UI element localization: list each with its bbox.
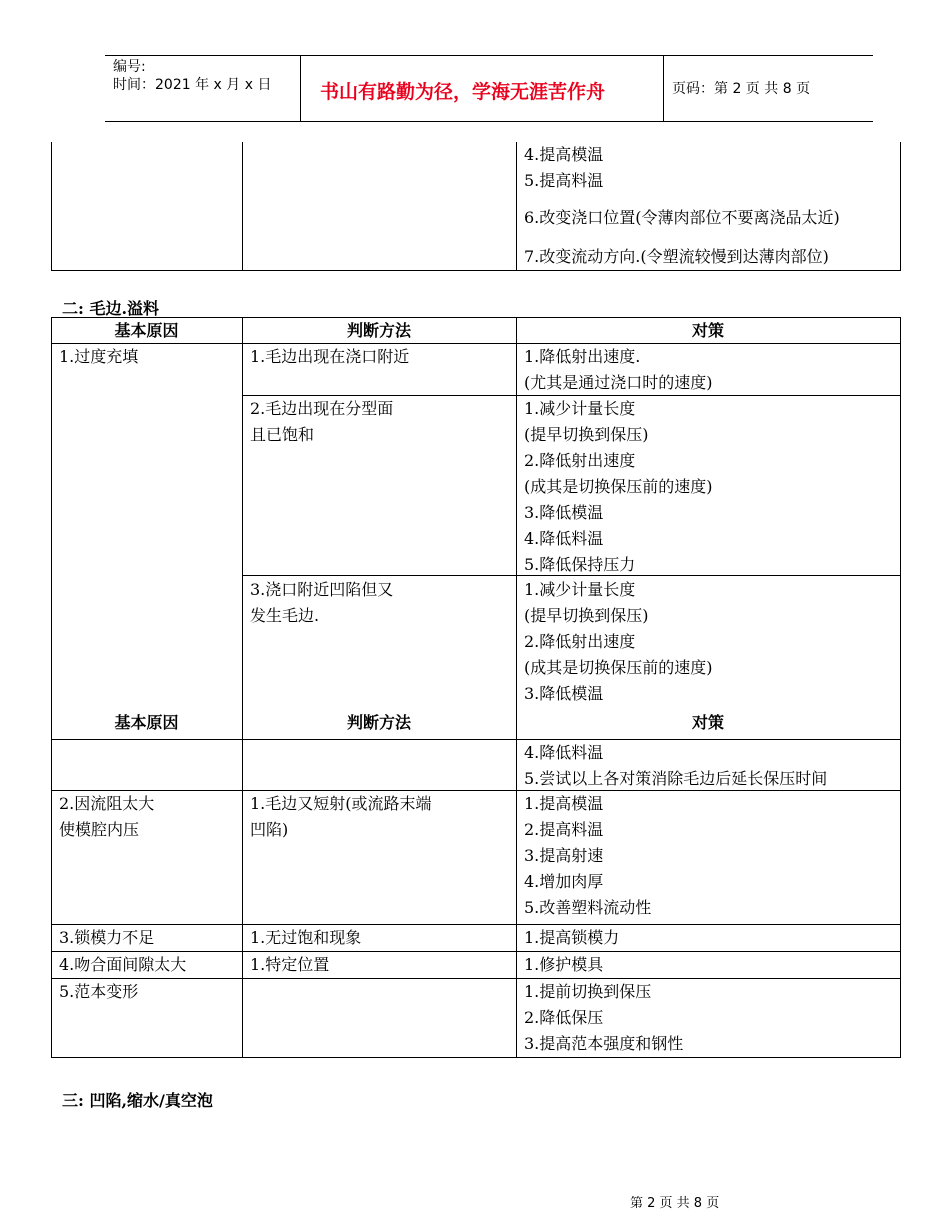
table-cell-cause xyxy=(59,791,154,843)
method-line: 3.浇口附近凹陷但又 xyxy=(250,580,394,599)
table-cell-method xyxy=(250,396,393,448)
remedy-line: (提早切换到保压) xyxy=(524,606,649,625)
cause-line: 5.范本变形 xyxy=(59,982,139,1001)
remedy-line: 5.尝试以上各对策消除毛边后延长保压时间 xyxy=(524,769,828,788)
remedy-line: (成其是切换保压前的速度) xyxy=(524,477,713,496)
header-top-rule xyxy=(105,55,873,56)
remedy-line: 3.降低模温 xyxy=(524,503,604,522)
method-line: 2.毛边出现在分型面 xyxy=(250,399,394,418)
remedy-line: 3.提高范本强度和钢性 xyxy=(524,1034,684,1053)
table-border xyxy=(51,978,901,979)
table-cell-remedy xyxy=(524,396,713,578)
column-header-remedy: 对策 xyxy=(691,321,724,340)
method-line: 凹陷) xyxy=(250,820,289,839)
table-cell-remedy xyxy=(524,979,683,1057)
table-border xyxy=(51,142,52,271)
remedy-line: 1.降低射出速度. xyxy=(524,347,641,366)
column-header-method: 判断方法 xyxy=(346,713,411,732)
header-divider xyxy=(663,55,664,121)
table-cell-cause xyxy=(59,979,138,1005)
column-header-cause: 基本原因 xyxy=(114,321,179,340)
remedy-line: 2.降低保压 xyxy=(524,1008,604,1027)
table-border xyxy=(51,924,901,925)
remedy-line: 2.降低射出速度 xyxy=(524,632,636,651)
table-border xyxy=(242,142,243,271)
remedy-line: 4.提高模温 xyxy=(524,145,604,164)
cause-line: 使模腔内压 xyxy=(59,820,140,839)
table-cell-method xyxy=(250,344,409,370)
page-footer: 第 2 页 共 8 页 xyxy=(630,1196,720,1211)
remedy-line: 1.提前切换到保压 xyxy=(524,982,652,1001)
method-line: 发生毛边. xyxy=(250,606,320,625)
remedy-line: 3.提高射速 xyxy=(524,846,604,865)
method-line: 1.毛边出现在浇口附近 xyxy=(250,347,410,366)
remedy-line: 4.降低料温 xyxy=(524,743,604,762)
document-code-label: 编号: xyxy=(113,59,146,75)
table-border xyxy=(51,1057,901,1058)
remedy-line: 4.降低料温 xyxy=(524,529,604,548)
table-border xyxy=(51,317,52,1058)
method-line: 1.毛边又短射(或流路末端 xyxy=(250,794,432,813)
table-cell-remedy xyxy=(524,577,713,707)
table-cell-remedy xyxy=(524,791,651,921)
column-header-cause: 基本原因 xyxy=(114,713,179,732)
column-header-remedy: 对策 xyxy=(691,713,724,732)
table-cell-remedy xyxy=(524,205,840,231)
remedy-line: 5.改善塑料流动性 xyxy=(524,898,652,917)
table-cell-method xyxy=(250,577,393,629)
remedy-line: 1.修护模具 xyxy=(524,955,604,974)
table-border xyxy=(242,317,243,1058)
section-title-flash: 二: 毛边.溢料 xyxy=(62,299,160,318)
remedy-line: 7.改变流动方向.(令塑流较慢到达薄肉部位) xyxy=(524,247,829,266)
table-border xyxy=(51,270,901,271)
remedy-line: 2.提高料温 xyxy=(524,820,604,839)
remedy-line: (成其是切换保压前的速度) xyxy=(524,658,713,677)
remedy-line: 5.降低保持压力 xyxy=(524,555,636,574)
remedy-line: 6.改变浇口位置(令薄肉部位不要离浇品太近) xyxy=(524,208,840,227)
method-line: 且已饱和 xyxy=(250,425,315,444)
method-line: 1.无过饱和现象 xyxy=(250,928,362,947)
table-cell-cause xyxy=(59,344,138,370)
method-line: 1.特定位置 xyxy=(250,955,330,974)
table-cell-remedy xyxy=(524,925,619,951)
table-border xyxy=(900,317,901,1058)
cause-line: 3.锁模力不足 xyxy=(59,928,155,947)
cause-line: 2.因流阻太大 xyxy=(59,794,155,813)
table-cell-remedy xyxy=(524,142,603,194)
remedy-line: 2.降低射出速度 xyxy=(524,451,636,470)
table-cell-method xyxy=(250,952,329,978)
document-time-label: 时间：2021 年 x 月 x 日 xyxy=(113,77,272,93)
remedy-line: (尤其是通过浇口时的速度) xyxy=(524,373,713,392)
header-motto: 书山有路勤为径，学海无涯苦作舟 xyxy=(320,81,606,103)
remedy-line: 3.降低模温 xyxy=(524,684,604,703)
section-title-sink-marks: 三: 凹陷,缩水/真空泡 xyxy=(62,1091,213,1110)
table-cell-method xyxy=(250,925,361,951)
table-cell-cause xyxy=(59,952,186,978)
header-bottom-rule xyxy=(105,121,873,122)
table-cell-remedy xyxy=(524,740,827,792)
remedy-line: 1.减少计量长度 xyxy=(524,399,636,418)
table-border xyxy=(516,142,517,271)
header-divider xyxy=(300,55,301,121)
remedy-line: (提早切换到保压) xyxy=(524,425,649,444)
cause-line: 1.过度充填 xyxy=(59,347,139,366)
remedy-line: 1.减少计量长度 xyxy=(524,580,636,599)
page-number-label: 页码：第 2 页 共 8 页 xyxy=(672,81,811,97)
column-header-method: 判断方法 xyxy=(346,321,411,340)
remedy-line: 5.提高料温 xyxy=(524,171,604,190)
remedy-line: 4.增加肉厚 xyxy=(524,872,604,891)
remedy-line: 1.提高模温 xyxy=(524,794,604,813)
table-border xyxy=(516,317,517,1058)
table-cell-method xyxy=(250,791,432,843)
remedy-line: 1.提高锁模力 xyxy=(524,928,620,947)
table-cell-remedy xyxy=(524,952,603,978)
table-cell-remedy xyxy=(524,344,713,396)
table-cell-cause xyxy=(59,925,154,951)
cause-line: 4.吻合面间隙太大 xyxy=(59,955,187,974)
table-cell-remedy xyxy=(524,244,829,270)
table-border xyxy=(900,142,901,271)
